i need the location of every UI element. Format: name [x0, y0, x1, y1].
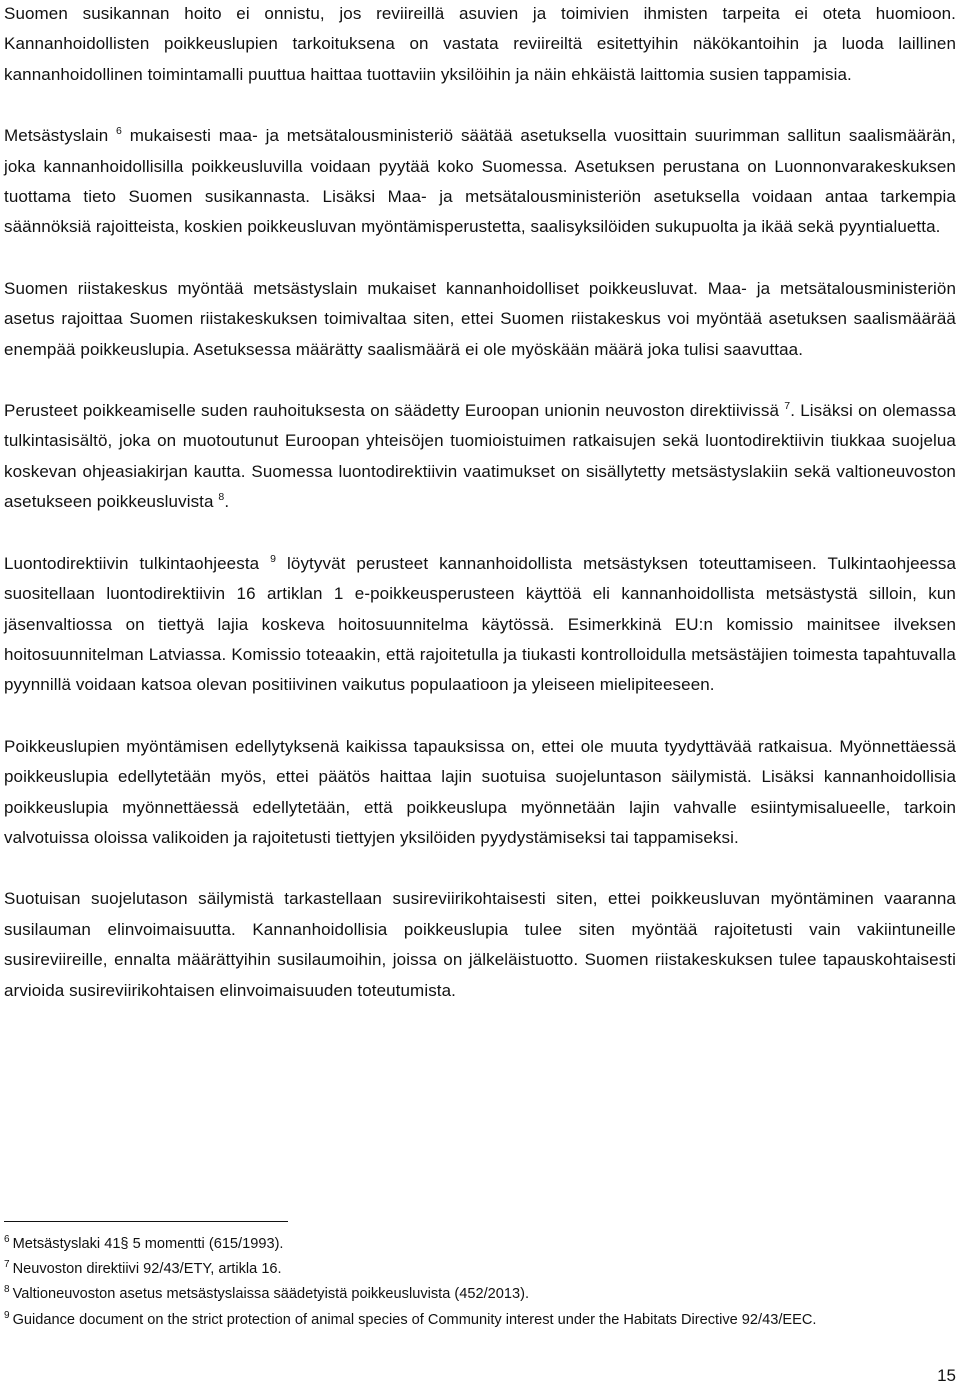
footnote [4, 1257, 956, 1282]
footnote-number: 6 [4, 1234, 10, 1245]
paragraph-text: Poikkeuslupien myöntämisen edellytyksenä kaikissa tapauksissa on, ettei ole muuta tyydyttävää ratkaisua. Myönnettäessä poikkeuslupia edellytetään myös, ettei päätös haittaa lajin suotuisa suojeluntason säilymistä. Lisäksi kannanhoidollisia poikkeuslupia myönnettäessä edellytetään, että poikkeuslupa myönnetään lajin vahvalle esiintymisalueelle, tarkoin valvotuissa oloissa valikoiden ja rajoitetusti tiettyjen yksilöiden pyydystämiseksi tai tappamiseksi. [4, 736, 956, 847]
footnote-number: 7 [4, 1259, 10, 1271]
paragraph-text: mukaisesti maa- ja metsätalousministeriö säätää asetuksella vuosittain suurimman sallitun saalismäärän, joka kannanhoidollisilla poikkeusluvilla voidaan pyytää koko Suomessa. Asetuksen perustana on Luonnonvarakeskuksen tuottama tieto Suomen susikannasta. Lisäksi Maa- ja metsätalousministeriön asetuksella voidaan antaa tarkempia säännöksiä rajoitteista, koskien poikkeusluvan myöntämisperustetta, saalisyksilöiden sukupuolta ja ikää sekä pyyntialuetta. [4, 126, 956, 237]
footnote [4, 1282, 956, 1307]
paragraph-text: Perusteet poikkeamiselle suden rauhoituksesta on säädetty Euroopan unionin neuvoston direktiivissä [4, 401, 785, 421]
paragraph-text: löytyvät perusteet kannanhoidollista metsästyksen toteuttamiseen. Tulkintaohjeessa suositellaan luontodirektiivin 16 artiklan 1 e-poikkeusperusteen käyttöä eli kannanhoidollista metsästystä silloin, kun jäsenvaltiossa on tiettyä lajia koskeva hoitosuunnitelma käytössä. Esimerkkinä EU:n komissio mainitsee ilveksen hoitosuunnitelman Latviassa. Komissio toteaakin, että rajoitetulla ja tiukasti kontrolloidulla metsästäjien toimesta tapahtuvalla pyynnillä voidaan katsoa olevan positiivinen vaikutus populaatioon ja yleiseen mielipiteeseen. [4, 553, 957, 695]
footnote-reference: 7 [784, 400, 791, 413]
body-text [4, 0, 956, 1037]
paragraph [4, 549, 956, 701]
footnote-number: 9 [4, 1309, 10, 1321]
page-number: 15 [937, 1366, 956, 1385]
footnote-text: Guidance document on the strict protection of animal species of Community interest under the Habitats Directive 92/43/EEC. [12, 1311, 817, 1328]
footnote-separator [4, 1221, 288, 1222]
footnotes [4, 1232, 956, 1333]
paragraph-text: Suomen riistakeskus myöntää metsästyslain mukaiset kannanhoidolliset poikkeusluvat. Maa- ja metsätalousministeriön asetus rajoittaa Suomen riistakeskuksen toimivaltaa siten, ettei Suomen riistakeskus voi myöntää asetuksen saalismäärää enempää poikkeuslupia. Asetuksessa määrätty saalismäärä ei ole myöskään määrä joka tulisi saavuttaa. [4, 278, 956, 359]
footnote [4, 1308, 956, 1333]
paragraph-text: Metsästyslain [4, 126, 117, 146]
footnote-text: Valtioneuvoston asetus metsästyslaissa säädetyistä poikkeusluvista (452/2013). [12, 1286, 530, 1303]
paragraph [4, 121, 956, 243]
footnote-number: 8 [4, 1284, 10, 1296]
footnote-reference: 9 [270, 552, 277, 565]
paragraph-text: Suotuisan suojelutason säilymistä tarkastellaan susireviirikohtaisesti siten, ettei poikkeusluvan myöntäminen vaaranna susilauman elinvoimaisuutta. Kannanhoidollisia poikkeuslupia tulee siten myöntää rajoitetusti vain vakiintuneille susireviireille, ennalta määrättyihin susilaumoihin, joissa on jälkeläistuotto. Suomen riistakeskuksen tulee tapauskohtaisesti arvioida susireviirikohtaisen elinvoimaisuuden toteutumista. [4, 889, 956, 1000]
paragraph-text: . Lisäksi on olemassa tulkintasisältö, joka on muotoutunut Euroopan yhteisöjen tuomioistuimen ratkaisujen sekä luontodirektiivin tiukkaa suojelua koskevan ohjeasiakirjan kautta. Suomessa luontodirektiivin vaatimukset on sisällytetty metsästyslakiin sekä valtioneuvoston asetukseen poikkeusluvista [4, 401, 957, 512]
paragraph [4, 274, 956, 365]
footnote-text: Metsästyslaki 41§ 5 momentti (615/1993). [12, 1236, 284, 1252]
paragraph-text: Luontodirektiivin tulkintaohjeesta [4, 553, 271, 573]
paragraph [4, 0, 956, 90]
footnote-reference: 8 [218, 491, 225, 504]
paragraph-text: . [224, 492, 230, 512]
footnote-reference: 6 [116, 125, 122, 138]
paragraph [4, 732, 956, 854]
paragraph [4, 396, 956, 518]
footnote [4, 1232, 956, 1257]
paragraph [4, 884, 956, 1006]
footnote-text: Neuvoston direktiivi 92/43/ETY, artikla 16. [12, 1261, 282, 1278]
paragraph-text: Suomen susikannan hoito ei onnistu, jos reviireillä asuvien ja toimivien ihmisten tarpeita ei oteta huomioon. Kannanhoidollisten poikkeuslupien tarkoituksena on vastata reviireiltä esitettyihin näkökantoihin ja luoda laillinen kannanhoidollinen toimintamalli puuttua haittaa tuottaviin yksilöihin ja näin ehkäistä laittomia susien tappamisia. [4, 4, 956, 84]
